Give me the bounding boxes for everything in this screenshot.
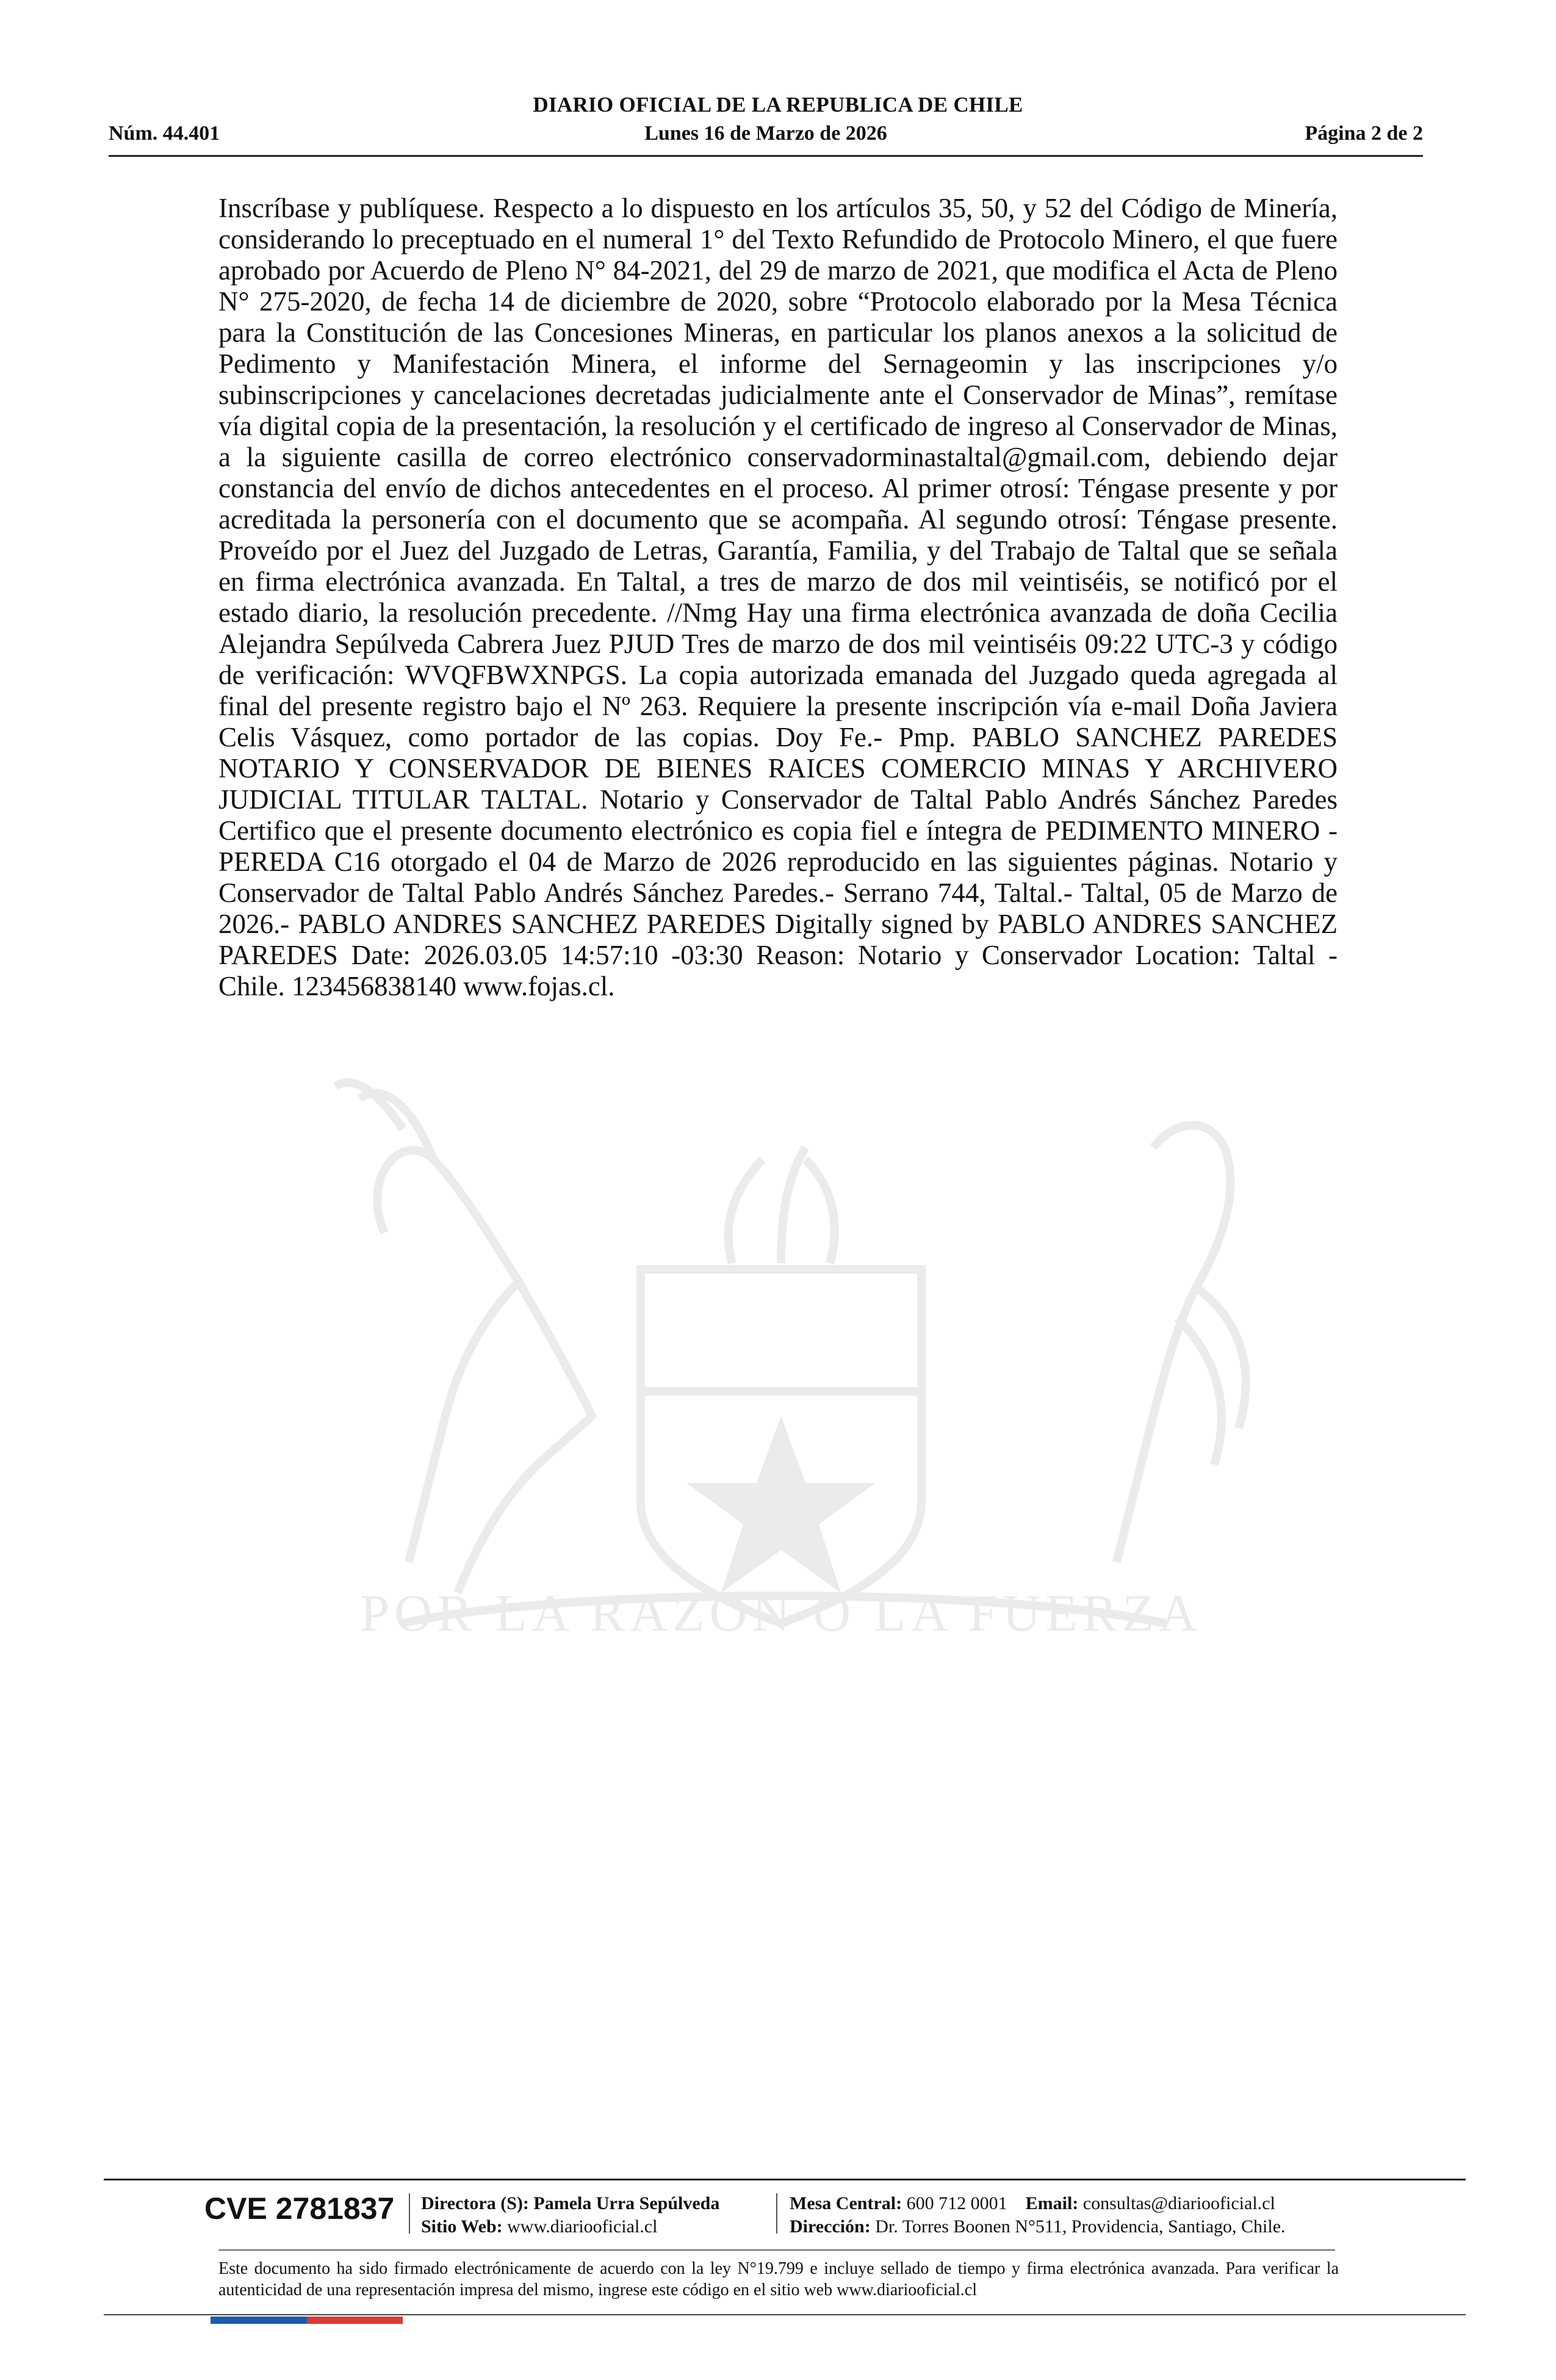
footer-separator [409,2193,410,2234]
director-line [421,2192,719,2215]
header-row [109,122,1423,149]
issue-number: Núm. 44.401 [109,122,220,145]
address-line [790,2215,1286,2238]
document-body: Inscríbase y publíquese. Respecto a lo dispuesto en los artículos 35, 50, y 52 del Código de Minería, considerando lo preceptuado en el numeral 1° del Texto Refundido de Protocolo Minero, el que fuere aprobado por Acuerdo de Pleno N° 84-2021, del 29 de marzo de 2021, que modifica el Acta de Pleno N° 275-2020, de fecha 14 de diciembre de 2020, sobre “Protocolo elaborado por la Mesa Técnica para la Constitución de las Concesiones Mineras, en particular los planos anexos a la solicitud de Pedimento y Manifestación Minera, el informe del Sernageomin y las inscripciones y/o subinscripciones y cancelaciones decretadas judicialmente ante el Conservador de Minas”, remítase vía digital copia de la presentación, la resolución y el certificado de ingreso al Conservador de Minas, a la siguiente casilla de correo electrónico conservadorminastaltal@gmail.com, debiendo dejar constancia del envío de dichos antecedentes en el proceso. Al primer otrosí: Téngase presente y por acreditada la personería con el documento que se acompaña. Al segundo otrosí: Téngase presente. Proveído por el Juez del Juzgado de Letras, Garantía, Familia, y del Trabajo de Taltal que se señala en firma electrónica avanzada. En Taltal, a tres de marzo de dos mil veintiséis, se notificó por el estado diario, la resolución precedente. //Nmg Hay una firma electrónica avanzada de doña Cecilia Alejandra Sepúlveda Cabrera Juez PJUD Tres de marzo de dos mil veintiséis 09:22 UTC-3 y código de verificación: WVQFBWXNPGS. La copia autorizada emanada del Juzgado queda agregada al final del presente registro bajo el Nº 263. Requiere la presente inscripción vía e-mail Doña Javiera Celis Vásquez, como portador de las copias. Doy Fe.- Pmp. PABLO SANCHEZ PAREDES NOTARIO Y CONSERVADOR DE BIENES RAICES COMERCIO MINAS Y ARCHIVERO JUDICIAL TITULAR TALTAL. Notario y Conservador de Taltal Pablo Andrés Sánchez Paredes Certifico que el presente documento electrónico es copia fiel e íntegra de PEDIMENTO MINERO - PEREDA C16 otorgado el 04 de Marzo de 2026 reproducido en las siguientes páginas. Notario y Conservador de Taltal Pablo Andrés Sánchez Paredes.- Serrano 744, Taltal.- Taltal, 05 de Marzo de 2026.- PABLO ANDRES SANCHEZ PAREDES Digitally signed by PABLO ANDRES SANCHEZ PAREDES Date: 2026.03.05 14:57:10 -03:30 Reason: Notario y Conservador Location: Taltal - Chile. 123456838140 www.fojas.cl. [218,193,1338,1001]
address-value: Dr. Torres Boonen N°511, Providencia, Santiago, Chile. [875,2216,1286,2237]
website-label: Sitio Web: [421,2216,503,2237]
director-name: Pamela Urra Sepúlveda [533,2193,720,2213]
footer-contact-left [421,2192,719,2238]
legal-notice: Este documento ha sido firmado electrónicamente de acuerdo con la ley N°19.799 e incluye sellado de tiempo y firma electrónica avanzada. Para verificar la autenticidad de una representación impresa del mismo, ingrese este código en el sitio web www.diariooficial.cl [218,2259,1339,2299]
footer-divider-mid [218,2249,1335,2251]
newspaper-title: DIARIO OFICIAL DE LA REPUBLICA DE CHILE [533,93,1023,117]
email-link[interactable]: consultas@diariooficial.cl [1082,2193,1275,2213]
cve-code: CVE 2781837 [204,2191,395,2226]
motto-text: POR LA RAZON O LA FUERZA [360,1584,1202,1642]
address-label: Dirección: [790,2216,871,2237]
website-link[interactable]: www.diariooficial.cl [507,2216,658,2237]
issue-date: Lunes 16 de Marzo de 2026 [644,122,887,145]
footer-divider-bottom [104,2314,1466,2315]
website-line [421,2215,719,2238]
footer-separator [776,2193,777,2234]
footer-divider-top [104,2179,1466,2180]
phone-label: Mesa Central: [790,2193,902,2213]
flag-stripe-red [307,2317,403,2324]
header-divider [109,155,1423,157]
phone-email-line [790,2192,1286,2215]
flag-stripe-blue [211,2317,307,2324]
director-label: Directora (S): [421,2193,529,2213]
email-label: Email: [1025,2193,1079,2213]
coat-of-arms-watermark [201,976,1361,1697]
flag-stripe [211,2317,403,2324]
footer-contact-right [790,2192,1286,2238]
phone-value: 600 712 0001 [906,2193,1007,2213]
page-indicator: Página 2 de 2 [1305,122,1423,145]
